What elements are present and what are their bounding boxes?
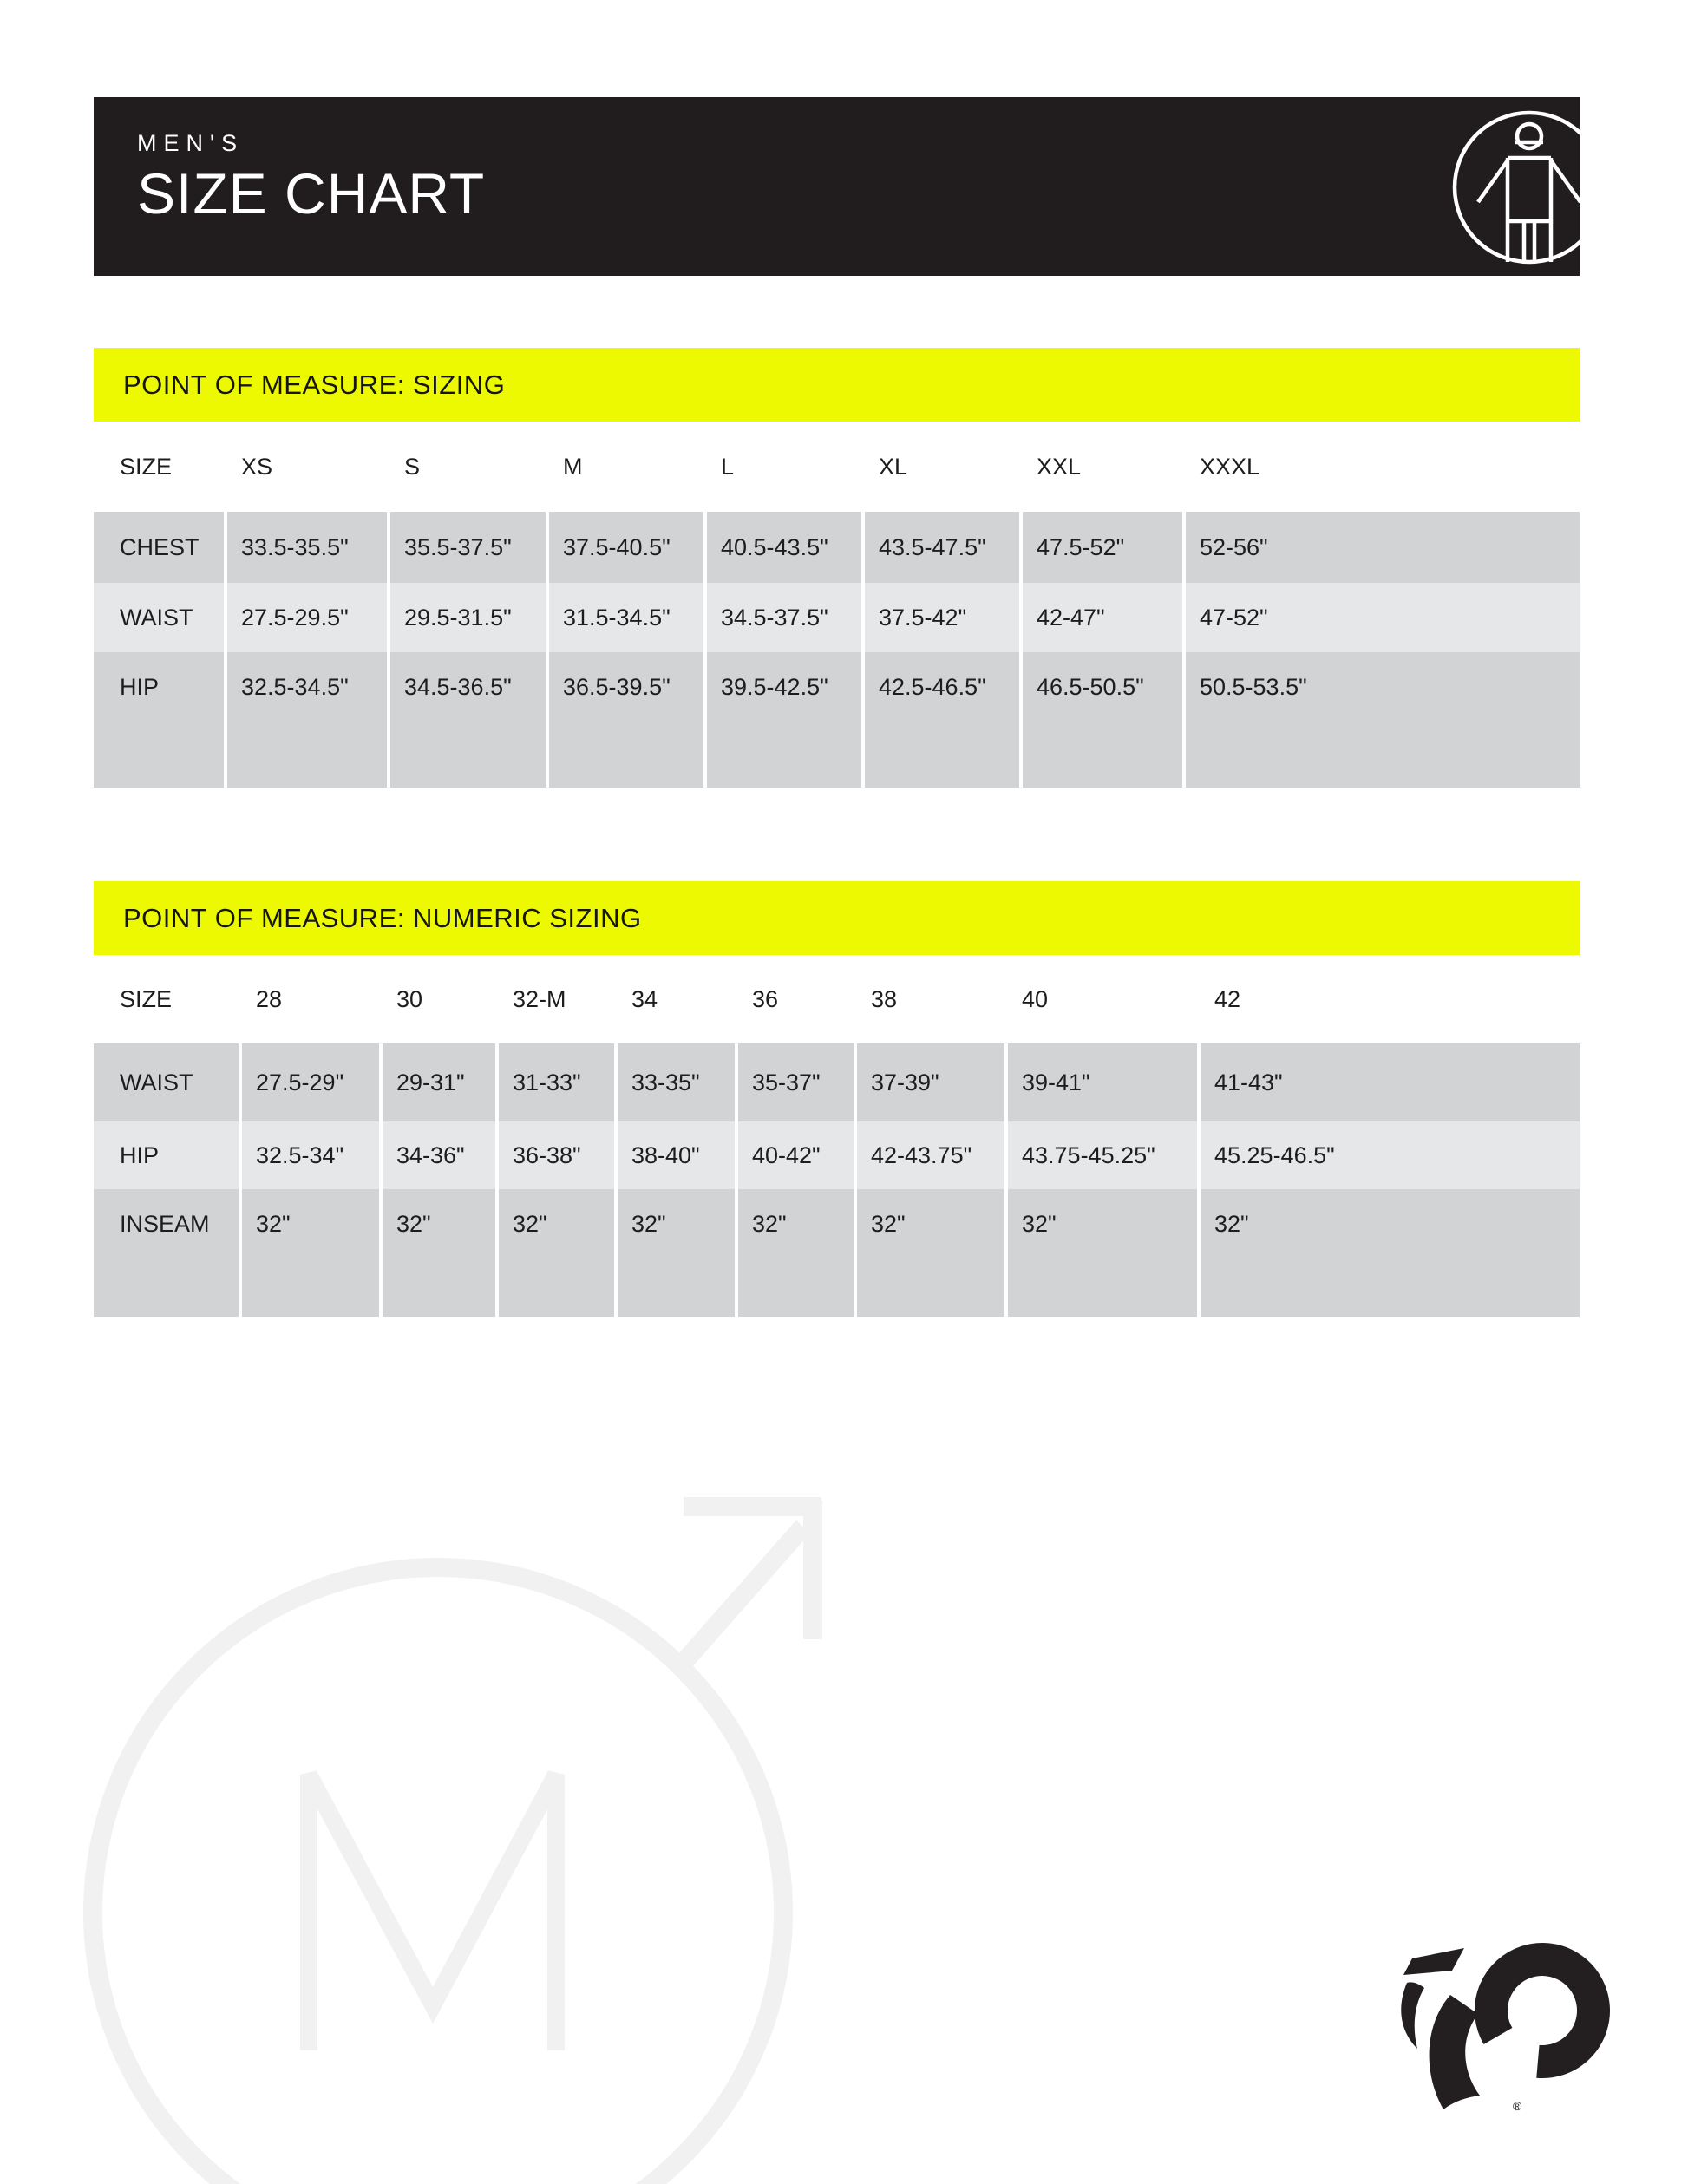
table-cell: 34.5-37.5"	[707, 583, 861, 652]
header-eyebrow: MEN'S	[137, 130, 245, 156]
table-cell: 32"	[499, 1189, 614, 1317]
table-cell: 27.5-29.5"	[227, 583, 387, 652]
table-cell: 29.5-31.5"	[390, 583, 546, 652]
table-cell: 39-41"	[1008, 1043, 1197, 1121]
column-header: 38	[871, 985, 898, 1012]
column-header: 40	[1022, 985, 1049, 1012]
table-cell: 47.5-52"	[1023, 512, 1182, 583]
column-header: XL	[879, 453, 908, 480]
section-band-sizing	[94, 348, 1580, 422]
sizing-table	[94, 512, 1580, 788]
registered-mark: ®	[1513, 2099, 1522, 2113]
row-label: CHEST	[94, 512, 224, 583]
table-cell: 32"	[857, 1189, 1004, 1317]
header-bar	[94, 97, 1580, 276]
table-cell: 35.5-37.5"	[390, 512, 546, 583]
table-cell: 36.5-39.5"	[549, 652, 703, 788]
column-header: XS	[241, 453, 273, 480]
row-label: WAIST	[94, 1043, 239, 1121]
table-cell: 42-43.75"	[857, 1121, 1004, 1189]
table-cell: 41-43"	[1201, 1043, 1580, 1121]
table-cell: 32"	[738, 1189, 854, 1317]
row-label: HIP	[94, 652, 224, 788]
column-header: 42	[1214, 985, 1241, 1012]
table-cell: 29-31"	[383, 1043, 495, 1121]
row-label: INSEAM	[94, 1189, 239, 1317]
page-content	[94, 0, 1580, 1317]
table-cell: 43.75-45.25"	[1008, 1121, 1197, 1189]
row-label: WAIST	[94, 583, 224, 652]
table-cell: 34.5-36.5"	[390, 652, 546, 788]
table-cell: 43.5-47.5"	[865, 512, 1019, 583]
male-symbol-watermark	[52, 1475, 867, 2184]
column-header: 30	[396, 985, 423, 1012]
column-header: XXXL	[1200, 453, 1260, 480]
section-band-numeric-sizing	[94, 881, 1580, 955]
table-cell: 52-56"	[1186, 512, 1580, 583]
table-cell: 37.5-40.5"	[549, 512, 703, 583]
table-cell: 39.5-42.5"	[707, 652, 861, 788]
table-cell: 33-35"	[618, 1043, 735, 1121]
table-cell: 40.5-43.5"	[707, 512, 861, 583]
column-header: 36	[752, 985, 779, 1012]
row-label: HIP	[94, 1121, 239, 1189]
table-cell: 34-36"	[383, 1121, 495, 1189]
section-heading: POINT OF MEASURE: SIZING	[123, 369, 506, 400]
column-header: XXL	[1037, 453, 1082, 480]
table-cell: 31.5-34.5"	[549, 583, 703, 652]
column-header: 28	[256, 985, 283, 1012]
table-cell: 42-47"	[1023, 583, 1182, 652]
column-header: SIZE	[120, 985, 173, 1012]
table-cell: 38-40"	[618, 1121, 735, 1189]
person-measurement-icon	[1436, 97, 1580, 276]
column-header: 34	[631, 985, 658, 1012]
table-cell: 42.5-46.5"	[865, 652, 1019, 788]
table-cell: 32"	[1008, 1189, 1197, 1317]
column-header: 32-M	[513, 985, 566, 1012]
table-cell: 33.5-35.5"	[227, 512, 387, 583]
table-cell: 31-33"	[499, 1043, 614, 1121]
table-cell: 47-52"	[1186, 583, 1580, 652]
table-cell: 40-42"	[738, 1121, 854, 1189]
table-cell: 27.5-29"	[242, 1043, 379, 1121]
table-cell: 32"	[242, 1189, 379, 1317]
table-cell: 36-38"	[499, 1121, 614, 1189]
table-cell: 32"	[383, 1189, 495, 1317]
table-cell: 46.5-50.5"	[1023, 652, 1182, 788]
table-cell: 37.5-42"	[865, 583, 1019, 652]
section-heading: POINT OF MEASURE: NUMERIC SIZING	[123, 902, 642, 933]
table-cell: 50.5-53.5"	[1186, 652, 1580, 788]
numeric-table	[94, 1043, 1580, 1317]
pearl-izumi-logo	[1388, 1934, 1613, 2113]
table-cell: 35-37"	[738, 1043, 854, 1121]
table-cell: 37-39"	[857, 1043, 1004, 1121]
table-cell: 32.5-34.5"	[227, 652, 387, 788]
column-header: M	[563, 453, 583, 480]
table-cell: 32"	[1201, 1189, 1580, 1317]
table-cell: 45.25-46.5"	[1201, 1121, 1580, 1189]
column-header: SIZE	[120, 453, 173, 480]
table-cell: 32.5-34"	[242, 1121, 379, 1189]
table-cell: 32"	[618, 1189, 735, 1317]
numeric-table-header	[94, 955, 1580, 1043]
column-header: L	[721, 453, 735, 480]
sizing-table-header	[94, 422, 1580, 512]
page-title: SIZE CHART	[137, 161, 486, 226]
column-header: S	[404, 453, 421, 480]
